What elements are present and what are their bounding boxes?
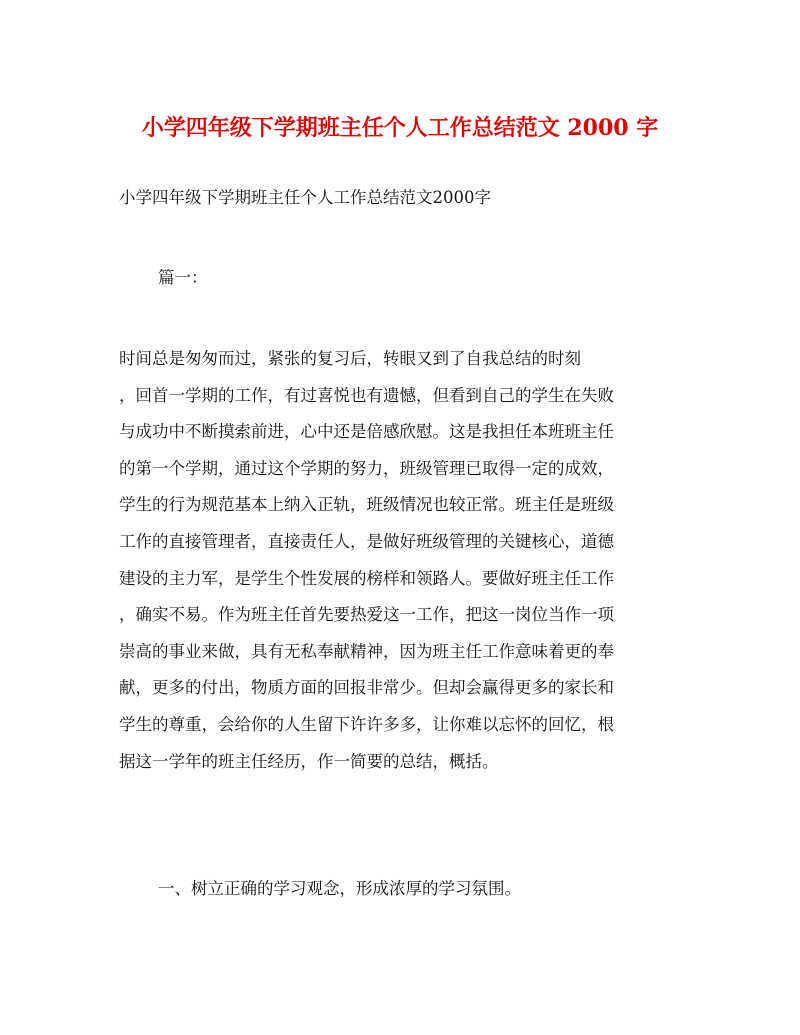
body-line: 献，更多的付出，物质方面的回报非常少。但却会赢得更多的家长和 xyxy=(119,678,614,698)
document-subtitle: 小学四年级下学期班主任个人工作总结范文2000字 xyxy=(119,188,491,207)
body-line: ，确实不易。作为班主任首先要热爱这一工作，把这一岗位当作一项 xyxy=(119,605,614,625)
body-line: 据这一学年的班主任经历，作一简要的总结，概括。 xyxy=(119,751,499,771)
document-title: 小学四年级下学期班主任个人工作总结范文 2000 字 xyxy=(141,115,659,141)
body-line: 工作的直接管理者，直接责任人，是做好班级管理的关键核心，道德 xyxy=(119,531,614,551)
body-line: 时间总是匆匆而过，紧张的复习后，转眼又到了自我总结的时刻 xyxy=(119,349,581,368)
body-line: 建设的主力军，是学生个性发展的榜样和领路人。要做好班主任工作 xyxy=(119,568,614,588)
body-paragraph xyxy=(119,346,699,785)
body-line: 的第一个学期，通过这个学期的努力，班级管理已取得一定的成效， xyxy=(119,458,614,478)
body-line: 崇高的事业来做，具有无私奉献精神，因为班主任工作意味着更的奉 xyxy=(119,641,614,661)
body-line: ，回首一学期的工作，有过喜悦也有遗憾，但看到自己的学生在失败 xyxy=(119,385,614,405)
section-heading: 一、树立正确的学习观念，形成浓厚的学习氛围。 xyxy=(158,879,521,898)
body-line: 学生的尊重，会给你的人生留下许许多多，让你难以忘怀的回忆，根 xyxy=(119,714,614,734)
body-line: 与成功中不断摸索前进，心中还是倍感欣慰。这是我担任本班班主任 xyxy=(119,422,614,442)
section-label: 篇一： xyxy=(158,268,208,287)
body-line: 学生的行为规范基本上纳入正轨，班级情况也较正常。班主任是班级 xyxy=(119,495,614,515)
